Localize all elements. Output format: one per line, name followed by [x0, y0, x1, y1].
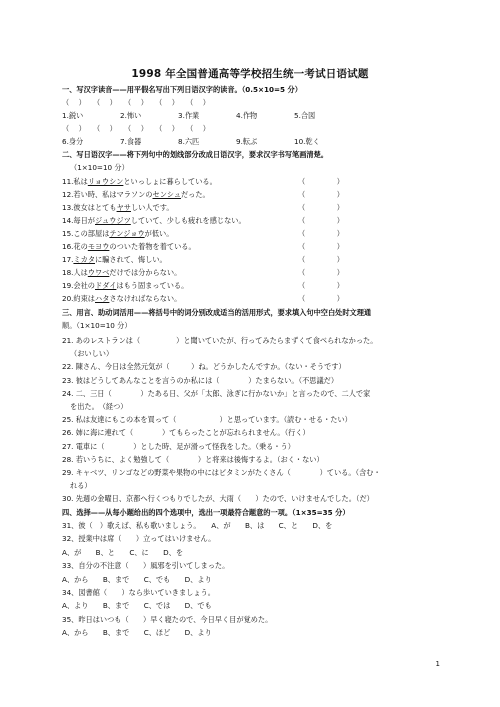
question-text: 11.私は [62, 177, 88, 186]
word-item: 6.身分 [62, 137, 84, 146]
question-text: 15.この部屋は [62, 229, 110, 238]
page-number: 1 [435, 660, 440, 668]
section-2-score: （1×10=10 分） [70, 163, 129, 172]
answer-blank: （ ） [298, 203, 344, 212]
question-line: 35、昨日はいつも（ ）早く寝たので、今日早く目が覚めた。 [62, 614, 273, 624]
question-text: していて、少しも疲れを感じない。 [130, 216, 246, 225]
question-item [62, 228, 173, 240]
underlined-word: ハタ [95, 294, 110, 303]
underlined-word: センシュ [152, 190, 181, 199]
section-4-heading: 四、选择——从每小题给出的四个选项中，选出一项最符合题意的一项。（1×35=35 分） [62, 507, 350, 517]
question-line: 25. 私は友達にもこの本を買って（ ）と思っています。（読む・せる・たい） [62, 415, 352, 425]
question-line: 22. 陳さん、今日は全然元気が（ ）ね。どうかしたんですか。（ない・そうです） [62, 362, 346, 372]
question-text: 16.花の [62, 242, 88, 251]
question-text: 14.毎日が [62, 216, 95, 225]
answer-blank: （ ） [298, 268, 344, 277]
answer-blank: （ ） [298, 177, 344, 186]
question-text: が低い。 [144, 229, 174, 238]
word-item: 8.六匹 [178, 137, 200, 146]
word-item: 1.鋭い [62, 111, 84, 120]
section-1-words-row-1 [62, 110, 362, 122]
underlined-word: リョウシン [87, 177, 124, 186]
question-item [62, 202, 174, 214]
question-text: に騙されて、悔しい。 [95, 255, 167, 264]
question-line: 27. 電車に（ ）とした時、足が滑って怪我をした。（乗る・う） [62, 441, 295, 451]
question-line: を出た。 （経つ） [70, 402, 128, 411]
question-text: だけでは分からない。 [109, 268, 182, 277]
question-text: 18.人は [62, 268, 88, 277]
answer-blank: （ ） [298, 242, 344, 251]
word-item: 4.作物 [236, 111, 258, 120]
underlined-word: テンジョウ [109, 229, 145, 238]
word-item: 3.作業 [178, 111, 200, 120]
question-text: さなければならない。 [109, 294, 182, 303]
question-item [62, 293, 181, 305]
page-title: 1998 年全国普通高等学校招生统一考试日语试题 [131, 68, 369, 80]
underlined-word: ジュウジツ [95, 216, 131, 225]
section-1-blanks-row-1: （ ） （ ） （ ） （ ） （ ） [62, 98, 210, 107]
question-line: 29. キャベツ、リンゴなどの野菜や果物の中にはビタミンがたくさん（ ）ている。（含む・ [62, 468, 381, 477]
question-line: 34、図書館（ ）なら歩いていきましょう。 [62, 588, 215, 597]
section-1-words-row-2 [62, 136, 362, 148]
question-text: 20.約束は [62, 294, 95, 303]
underlined-word: ミカタ [73, 255, 96, 264]
answer-options: A、より B、まで C、では D、でも [62, 601, 212, 611]
question-text: はもう固まっている。 [116, 281, 189, 290]
question-item [62, 215, 246, 227]
question-text: 13.彼女はとても [62, 203, 117, 212]
question-text: といっしょに暮らしている。 [123, 177, 217, 186]
underlined-word: ヤサ [116, 203, 131, 212]
answer-blank: （ ） [298, 216, 344, 225]
question-line: 32、授業中は席（ ）立ってはいけません。 [62, 534, 216, 544]
word-item: 7.食器 [120, 137, 142, 146]
section-1-blanks-row-2: （ ） （ ） （ ） （ ） （ ） [62, 124, 210, 133]
question-text: のついた着物を着ている。 [109, 242, 196, 251]
answer-blank: （ ） [298, 294, 344, 303]
question-line: 24. 二、三日（ ）たある日、父が「太郎、泳ぎに行かないか」と言ったので、二人で家 [62, 388, 371, 398]
section-3-heading: 三、用言、助动词活用——将括号中的词分别改成适当的活用形式，要求填入句中空白处时文理通 [62, 308, 372, 317]
question-text: 12.若い時、私はマラソンの [62, 190, 153, 199]
question-line: 31、彼（ ）歌えば、私も歌いましょう。 A、が B、は C、と D、を [62, 521, 333, 530]
word-item: 2.怖い [120, 111, 142, 120]
underlined-word: ウワベ [87, 268, 110, 277]
question-item [62, 267, 181, 279]
underlined-word: ドダイ [95, 281, 117, 290]
question-line: 28. 若いうちに、よく勉強して（ ）と将来は後悔するよ。（おく・ない） [62, 454, 324, 464]
question-line: 21. あのレストランは（ ）と聞いていたが、行ってみたらまずくて食べられなかった。 [62, 336, 378, 345]
question-line: 33、自分の不注意（ ）風邪を引いてしまった。 [62, 561, 230, 571]
question-text: しい人です。 [130, 203, 174, 212]
question-item [62, 254, 167, 266]
word-item: 5.合図 [294, 111, 316, 120]
question-line: 30. 先週の金曜日、京都へ行くつもりでしたが、大雨（ ）たので、いけませんでした。（だ） [62, 494, 374, 504]
word-item: 10.乾く [294, 137, 320, 146]
question-item [62, 241, 196, 253]
answer-blank: （ ） [298, 190, 344, 199]
answer-blank: （ ） [298, 229, 344, 238]
answer-options: A、が B、と C、に D、を [62, 547, 184, 557]
answer-blank: （ ） [298, 281, 344, 290]
question-text: 19.会社の [62, 281, 95, 290]
question-item [62, 189, 210, 201]
answer-options: A、から B、まで C、ほど D、より [62, 628, 212, 638]
question-line: 23. 彼はどうしてあんなことを言うのか私には（ ）たまらない。（不思議だ） [62, 375, 339, 385]
question-text: 17. [62, 255, 74, 264]
section-2-heading: 二、写日语汉字——将下列句中的划线部分改成日语汉字，要求汉字书写笔画清楚。 [62, 150, 328, 159]
question-line: 26. 姉に海に連れて（ ）てもらったことが忘れられません。（行く） [62, 428, 310, 438]
question-item [62, 280, 188, 292]
question-line: （おいしい） [70, 349, 114, 359]
section-3-heading-cont: 顺。（1×10=10 分） [62, 321, 132, 330]
word-item: 9.転ぶ [236, 137, 258, 146]
answer-options: A、から B、まで C、でも D、より [62, 574, 212, 584]
section-1-heading: 一、写汉字读音——用平假名写出下列日语汉字的读音。（0.5×10=5 分） [62, 85, 302, 94]
answer-blank: （ ） [298, 255, 344, 264]
question-text: だった。 [180, 190, 210, 199]
underlined-word: モヨウ [87, 242, 110, 251]
question-line: れる） [70, 481, 92, 491]
question-item [62, 176, 217, 188]
